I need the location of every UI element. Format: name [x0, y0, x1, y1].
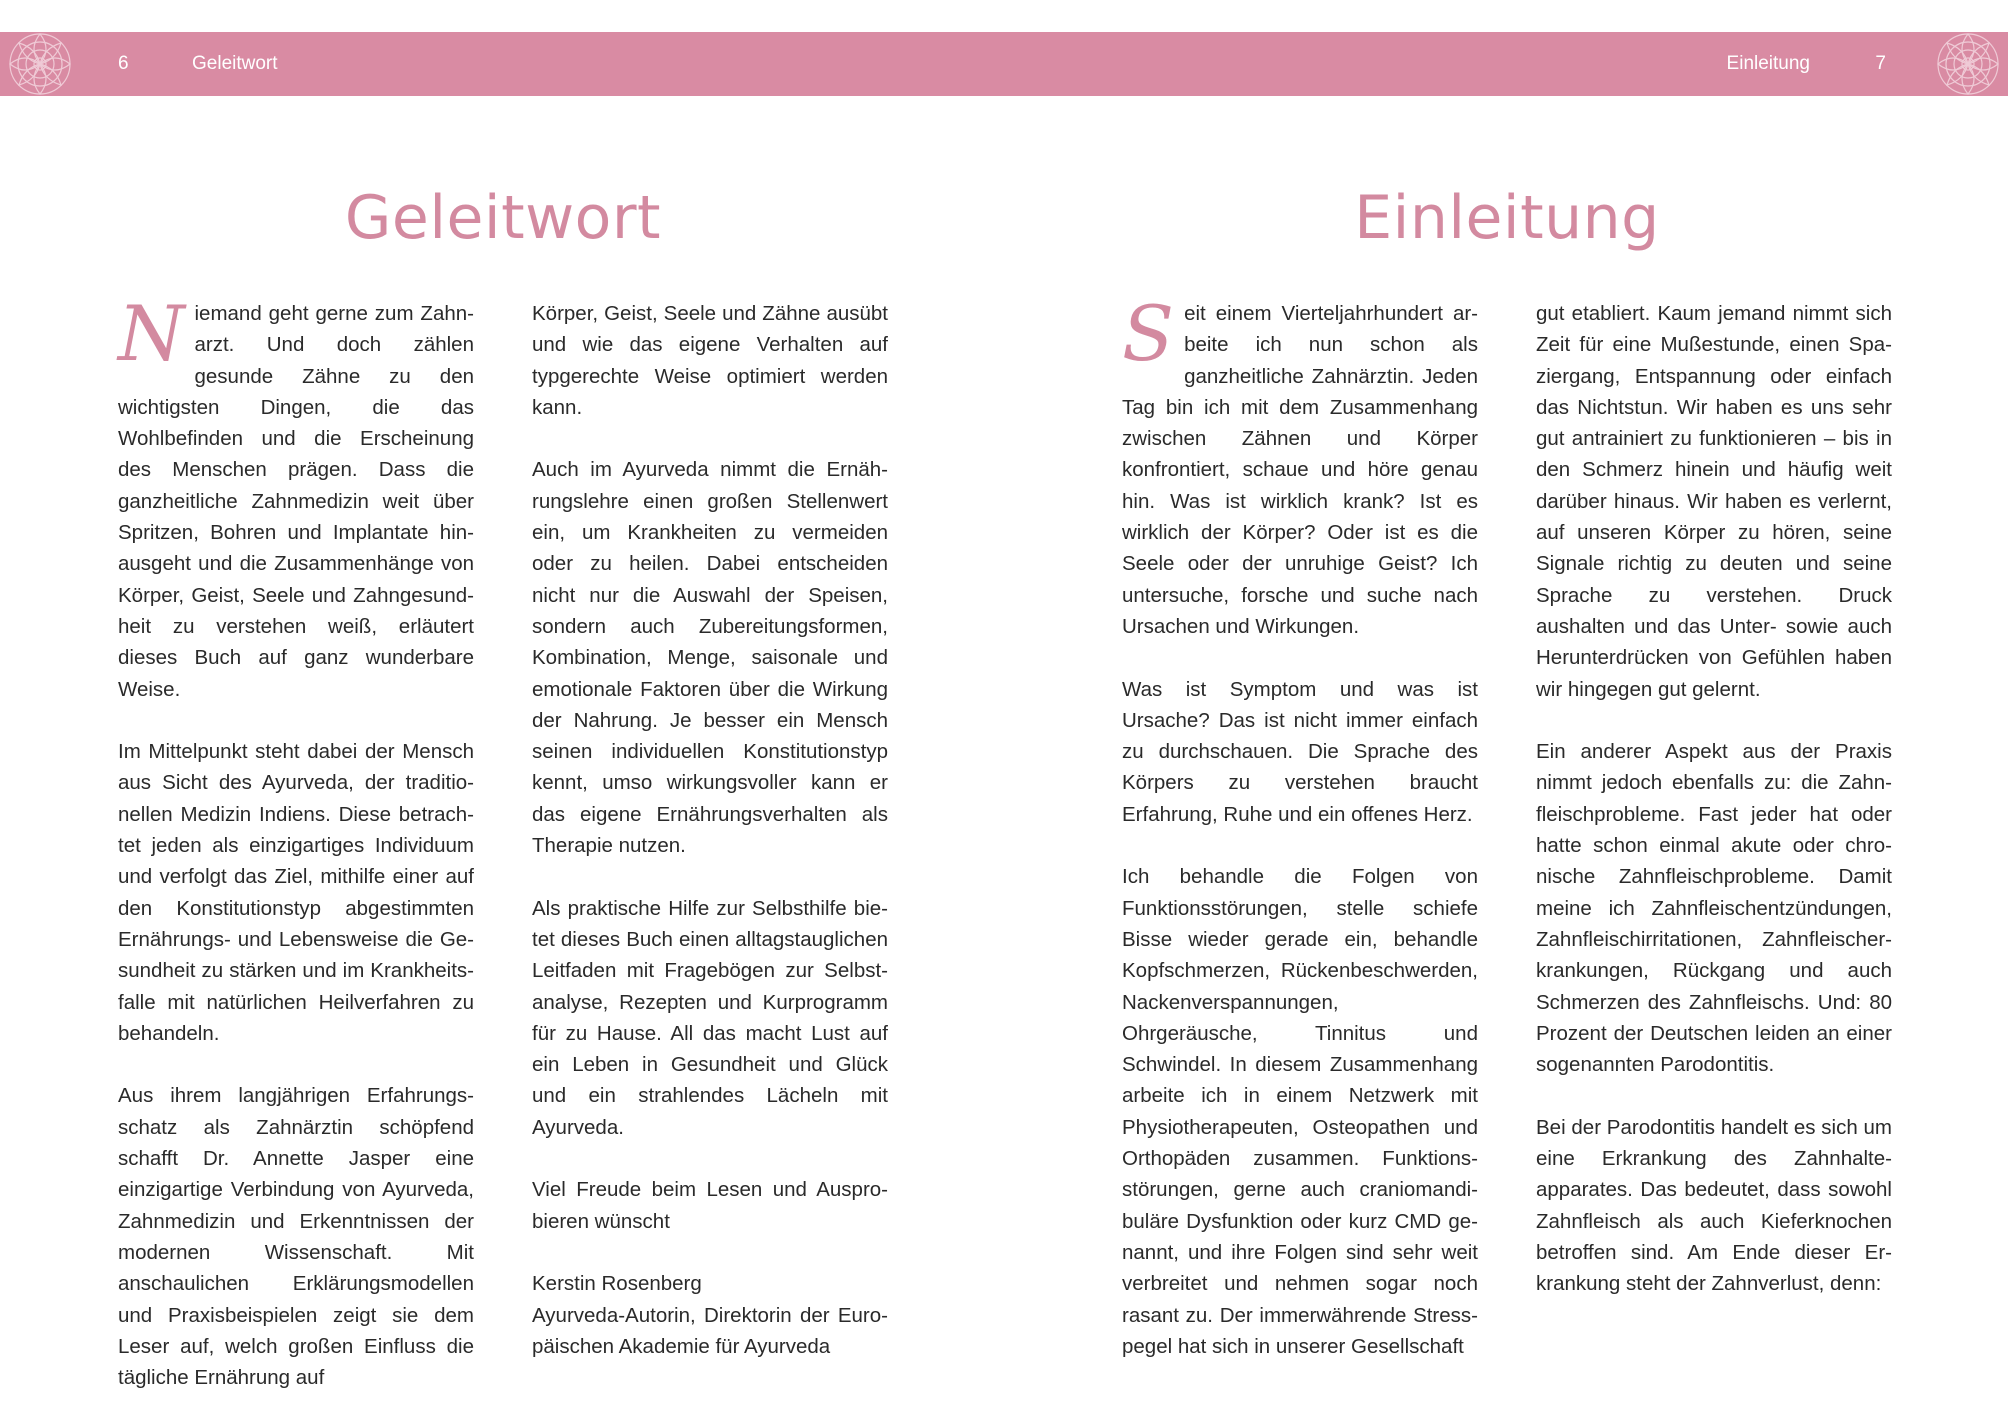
- dropcap-letter: S: [1122, 289, 1175, 378]
- paragraph: gut etabliert. Kaum jemand nimmt sich Zeit für eine Mußestunde, einen Spaziergang, Entspannung oder einfach das Nichtstun. Wir haben es uns sehr gut antrainiert zu funktionieren – bis in den Schmerz hinein und häufig weit darüber hinaus. Wir haben es verlernt, auf unseren Körper zu hören, seine Signale richtig zu deuten und seine Sprache zu verstehen. Druck aushalten und das Unter- sowie auch Herunterdrücken von Gefühlen haben wir hingegen gut gelernt.: [1536, 302, 1892, 701]
- einleitung-column-2: [1536, 298, 1892, 1331]
- header-band: [0, 32, 2008, 96]
- geleitwort-column-1: [118, 289, 474, 1425]
- paragraph-text: eit einem Vierteljahrhundert arbeite ich nun schon als ganzheitliche Zahnärztin. Jeden Tag bin ich mit dem Zusammenhang zwischen Zähnen und Körper konfrontiert, schaue und höre genau hin. Was ist wirklich krank? Ist es wirklich der Körper? Oder ist es die Seele oder der unruhige Geist? Ich untersuche, forsche und suche nach Ursachen und Wirkungen.: [1122, 302, 1478, 638]
- mandala-ornament-left-icon: [0, 32, 96, 96]
- paragraph: [118, 289, 474, 705]
- signature-block: [532, 1268, 888, 1362]
- right-page-number: 7: [1875, 53, 1886, 74]
- signature-name: Kerstin Rosenberg: [532, 1272, 702, 1296]
- paragraph: Im Mittelpunkt steht dabei der Mensch aus Sicht des Ayurveda, der traditionellen Medizin Indiens. Diese betrachtet jeden als einzigartiges Individuum und verfolgt das Ziel, mithilfe einer auf den Konstitutionstyp abgestimmten Ernährungs- und Lebensweise die Gesundheit zu stärken und im Krankheitsfalle mit natürlichen Heilverfahren zu behandeln.: [118, 740, 474, 1045]
- paragraph: Als praktische Hilfe zur Selbsthilfe bietet dieses Buch einen alltagstauglichen Leitfaden mit Fragebögen zur Selbstanalyse, Rezepten und Kurprogramm für zu Hause. All das macht Lust auf ein Leben in Gesundheit und Glück und ein strahlendes Lächeln mit Ayurveda.: [532, 896, 888, 1139]
- mandala-ornament-right-icon: [1912, 32, 2008, 96]
- paragraph-text: iemand geht gerne zum Zahnarzt. Und doch zählen gesunde Zähne zu den wichtigsten Dingen, die das Wohlbefinden und die Erscheinung des Menschen prägen. Dass die ganzheitliche Zahnmedizin weit über Spritzen, Bohren und Implantate hinausgeht und die Zusammenhänge von Körper, Geist, Seele und Zahngesundheit zu verstehen weiß, erläutert dieses Buch auf ganz wunderbare Weise.: [118, 302, 474, 701]
- signature-role: Ayurveda-Autorin, Direktorin der Europäischen Akademie für Ayurveda: [532, 1303, 888, 1358]
- left-running-title: Geleitwort: [192, 53, 278, 74]
- einleitung-column-1: [1122, 289, 1478, 1393]
- paragraph: Körper, Geist, Seele und Zähne ausübt und wie das eigene Verhalten auf typgerechte Weise optimiert werden kann.: [532, 302, 888, 419]
- paragraph: Bei der Parodontitis handelt es sich um eine Erkrankung des Zahnhalteapparates. Das bedeutet, dass sowohl Zahnfleisch als auch Kieferknochen betroffen sind. Am Ende dieser Erkrankung steht der Zahnverlust, denn:: [1536, 1115, 1892, 1296]
- geleitwort-column-2: [532, 298, 888, 1362]
- paragraph: Viel Freude beim Lesen und Ausprobieren wünscht: [532, 1178, 888, 1233]
- paragraph: Ein anderer Aspekt aus der Praxis nimmt jedoch ebenfalls zu: die Zahnfleischprobleme. Fast jeder hat oder hatte schon einmal akute oder chronische Zahnfleischprobleme. Damit meine ich Zahnfleischentzündungen, Zahnfleischirritationen, Zahnfleischerkrankungen, Rückgang und auch Schmerzen des Zahnfleischs. Und: 80 Prozent der Deutschen leiden an einer sogenannten Parodontitis.: [1536, 740, 1892, 1077]
- left-page-number: 6: [118, 53, 129, 74]
- dropcap-letter: N: [118, 289, 185, 378]
- paragraph: [1122, 289, 1478, 642]
- paragraph: Was ist Symptom und was ist Ursache? Das ist nicht immer einfach zu durchschauen. Die Sprache des Körpers zu verstehen braucht Erfahrung, Ruhe und ein offenes Herz.: [1122, 677, 1478, 826]
- right-running-title: Einleitung: [1726, 53, 1810, 74]
- geleitwort-title: Geleitwort: [344, 183, 662, 253]
- paragraph: Aus ihrem langjährigen Erfahrungsschatz als Zahnärztin schöpfend schafft Dr. Annette Jasper eine einzigartige Verbindung von Ayurveda, Zahnmedizin und Erkenntnissen der modernen Wissenschaft. Mit anschaulichen Erklärungsmodellen und Praxisbeispielen zeigt sie dem Leser auf, welch großen Einfluss die tägliche Ernährung auf: [118, 1084, 474, 1390]
- paragraph: Auch im Ayurveda nimmt die Ernährungslehre einen großen Stellenwert ein, um Krankheiten zu vermeiden oder zu heilen. Dabei entscheiden nicht nur die Auswahl der Speisen, sondern auch Zubereitungsformen, Kombination, Menge, saisonale und emotionale Faktoren über die Wirkung der Nahrung. Je besser ein Mensch seinen individuellen Konstitutionstyp kennt, umso wirkungsvoller kann er das eigene Ernährungsverhalten als Therapie nutzen.: [532, 458, 888, 858]
- paragraph: Ich behandle die Folgen von Funktionsstörungen, stelle schiefe Bisse wieder gerade ein, behandle Kopfschmerzen, Rückenbeschwerden, Nackenverspannungen, Ohrgeräusche, Tinnitus und Schwindel. In diesem Zusammenhang arbeite ich in einem Netzwerk mit Physiotherapeuten, Osteopathen und Orthopäden zusammen. Funktionsstörungen, gerne auch craniomandibuläre Dysfunktion oder kurz CMD genannt, und ihre Folgen sind sehr weit verbreitet und nehmen sogar noch rasant zu. Der immerwährende Stresspegel hat sich in unserer Gesellschaft: [1122, 865, 1478, 1358]
- einleitung-title: Einleitung: [1354, 183, 1660, 253]
